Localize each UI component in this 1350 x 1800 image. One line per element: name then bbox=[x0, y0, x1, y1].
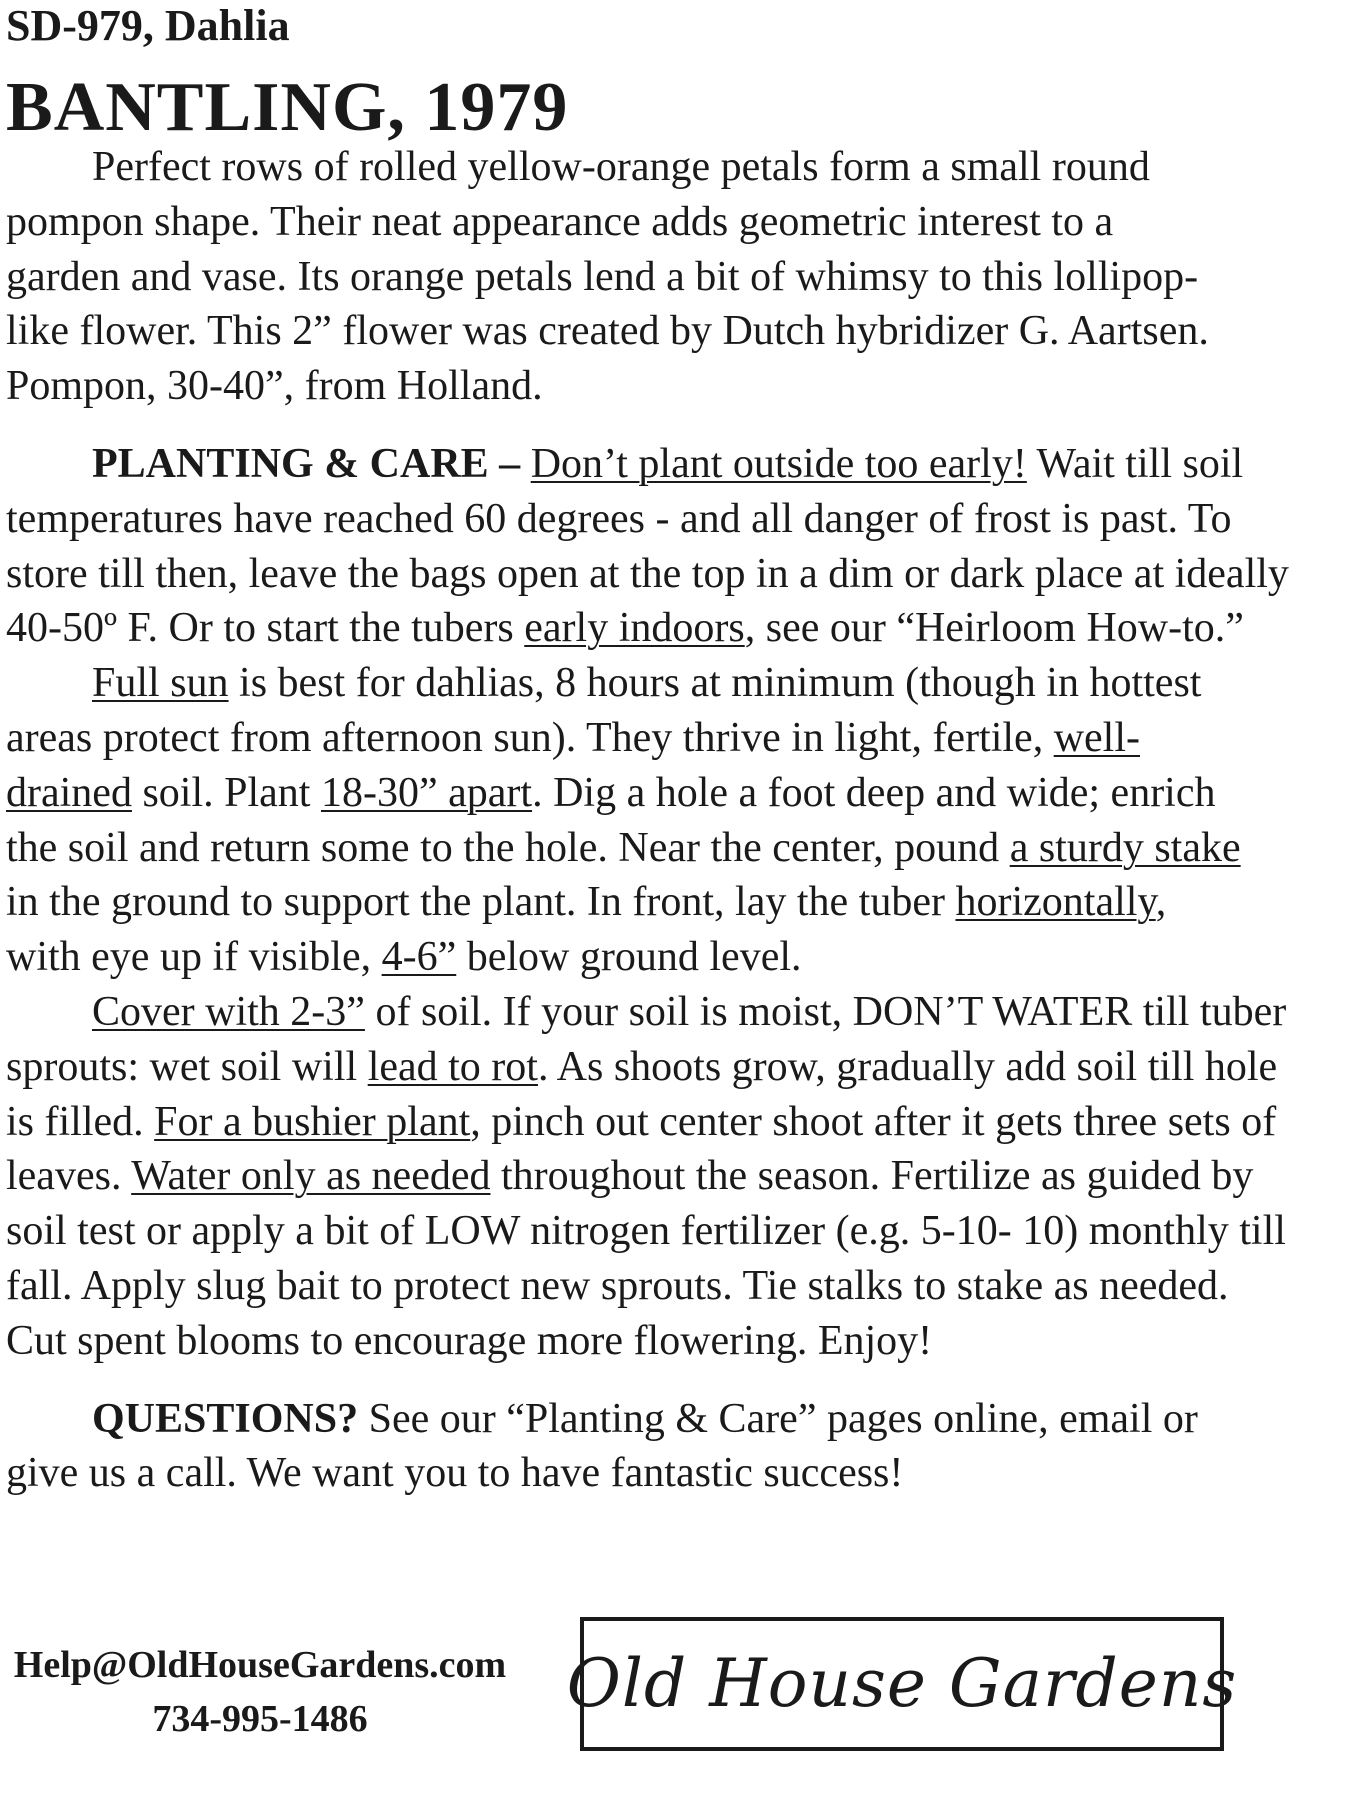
text-segment: Wait till soil bbox=[1026, 440, 1244, 487]
text-segment: below ground level. bbox=[456, 934, 802, 981]
contact-phone[interactable]: 734-995-1486 bbox=[152, 1698, 368, 1740]
underlined-phrase: horizontally bbox=[955, 879, 1156, 926]
text-segment: leaves. bbox=[6, 1153, 132, 1200]
planting-line bbox=[6, 656, 1296, 711]
paragraph-gap bbox=[6, 414, 1296, 437]
underlined-phrase: For a bushier plant bbox=[154, 1098, 471, 1145]
text-segment: 40-50º F. Or to start the tubers bbox=[6, 605, 525, 652]
text-segment: is best for dahlias, 8 hours at minimum (though in hottest bbox=[228, 660, 1202, 707]
planting-line bbox=[6, 985, 1296, 1040]
underlined-phrase: Don’t plant outside too early! bbox=[530, 440, 1027, 487]
description-line: Perfect rows of rolled yellow-orange petals form a small round bbox=[92, 144, 1150, 190]
page-title: BANTLING, 1979 bbox=[6, 69, 569, 146]
underlined-phrase: well- bbox=[1053, 714, 1140, 761]
underlined-phrase: lead to rot bbox=[367, 1043, 538, 1090]
description-line: Pompon, 30-40”, from Holland. bbox=[6, 363, 543, 410]
text-segment: , pinch out center shoot after it gets three sets of bbox=[470, 1098, 1277, 1145]
text-segment: with eye up if visible, bbox=[6, 934, 382, 981]
planting-line bbox=[6, 437, 1296, 492]
planting-line bbox=[6, 1095, 1296, 1150]
description-line: pompon shape. Their neat appearance adds geometric interest to a bbox=[6, 198, 1114, 245]
underlined-phrase: Full sun bbox=[92, 660, 229, 707]
planting-line: soil test or apply a bit of LOW nitrogen fertilizer (e.g. 5-10- 10) monthly till bbox=[6, 1208, 1286, 1255]
underlined-phrase: early indoors bbox=[524, 605, 745, 652]
planting-line bbox=[6, 930, 1296, 985]
planting-line: fall. Apply slug bait to protect new sprouts. Tie stalks to stake as needed. bbox=[6, 1262, 1229, 1309]
text-segment: in the ground to support the plant. In front, lay the tuber bbox=[6, 879, 956, 926]
underlined-phrase: 18-30” apart bbox=[320, 769, 533, 816]
product-sku: SD-979, Dahlia bbox=[6, 1, 290, 50]
paragraph-gap bbox=[6, 1369, 1296, 1392]
text-segment: soil. Plant bbox=[131, 769, 321, 816]
planting-line bbox=[6, 1040, 1296, 1095]
planting-line bbox=[6, 875, 1296, 930]
text-segment: . As shoots grow, gradually add soil till hole bbox=[537, 1043, 1278, 1090]
planting-line bbox=[6, 1149, 1296, 1204]
text-segment: areas protect from afternoon sun). They thrive in light, fertile, bbox=[6, 714, 1054, 761]
questions-heading: QUESTIONS? bbox=[92, 1395, 359, 1442]
text-segment: See our “Planting & Care” pages online, email or bbox=[358, 1395, 1198, 1442]
description-line: garden and vase. Its orange petals lend a bit of whimsy to this lollipop- bbox=[6, 253, 1199, 300]
planting-line: store till then, leave the bags open at the top in a dim or dark place at ideally bbox=[6, 550, 1289, 597]
text-segment: throughout the season. Fertilize as guided by bbox=[490, 1153, 1254, 1200]
description-line: like flower. This 2” flower was created by Dutch hybridizer G. Aartsen. bbox=[6, 308, 1209, 355]
text-segment: sprouts: wet soil will bbox=[6, 1043, 368, 1090]
underlined-phrase: a sturdy stake bbox=[1009, 824, 1241, 871]
text-segment: is filled. bbox=[6, 1098, 155, 1145]
questions-line bbox=[6, 1392, 1296, 1447]
underlined-phrase: drained bbox=[6, 769, 132, 816]
contact-email[interactable]: Help@OldHouseGardens.com bbox=[13, 1644, 507, 1686]
underlined-phrase: Water only as needed bbox=[131, 1153, 491, 1200]
text-segment: the soil and return some to the hole. Near the center, pound bbox=[6, 824, 1010, 871]
document-body bbox=[6, 140, 1296, 1501]
planting-line bbox=[6, 711, 1296, 766]
text-segment: . Dig a hole a foot deep and wide; enrich bbox=[532, 769, 1216, 816]
text-segment: of soil. If your soil is moist, DON’T WATER till tuber bbox=[364, 988, 1287, 1035]
logo-text: Old House Gardens bbox=[566, 1645, 1238, 1722]
planting-line: Cut spent blooms to encourage more flowering. Enjoy! bbox=[6, 1317, 933, 1364]
brand-logo bbox=[566, 1617, 1238, 1751]
planting-line: temperatures have reached 60 degrees - and all danger of frost is past. To bbox=[6, 495, 1232, 542]
text-segment: , bbox=[1155, 879, 1167, 926]
underlined-phrase: 4-6” bbox=[381, 934, 457, 981]
planting-heading: PLANTING & CARE – bbox=[92, 440, 521, 487]
contact-info bbox=[0, 1638, 520, 1746]
planting-line bbox=[6, 601, 1296, 656]
questions-line: give us a call. We want you to have fantastic success! bbox=[6, 1450, 904, 1497]
planting-line bbox=[6, 766, 1296, 821]
planting-line bbox=[6, 821, 1296, 876]
underlined-phrase: Cover with 2-3” bbox=[92, 988, 365, 1035]
text-segment: , see our “Heirloom How-to.” bbox=[744, 605, 1244, 652]
